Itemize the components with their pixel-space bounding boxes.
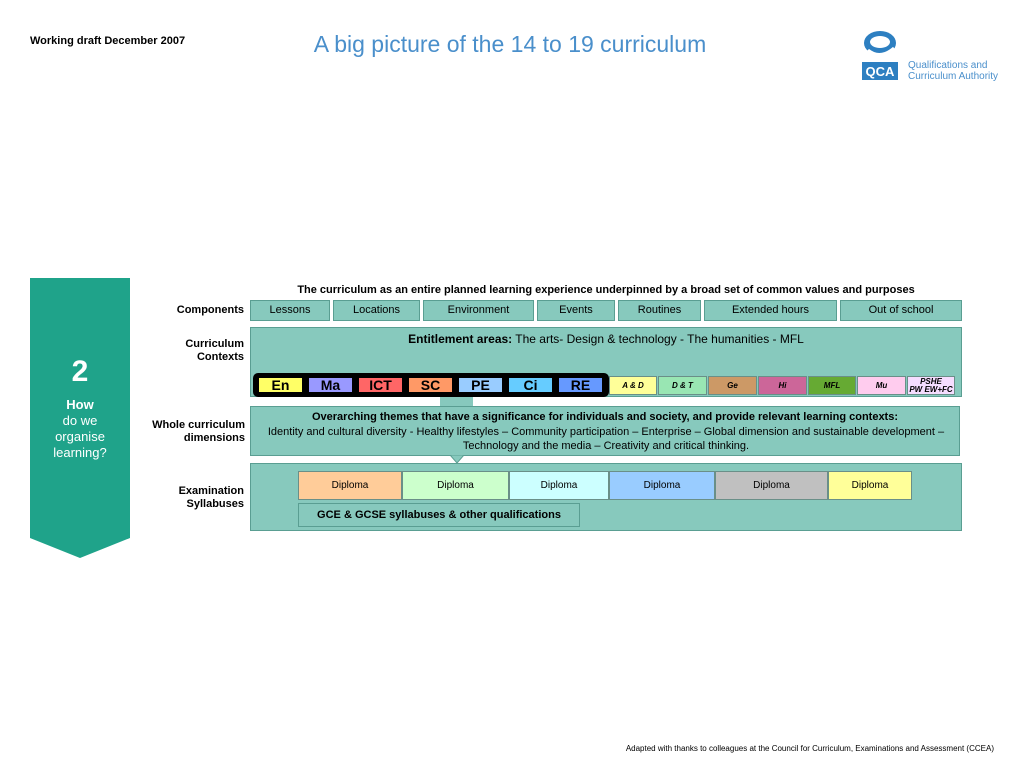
diagram-headline: The curriculum as an entire planned learning experience underpinned by a broad set of common values and purposes [297,284,915,296]
component-lessons: Lessons [250,300,330,321]
logo-line-1: Qualifications and [908,60,988,71]
component-extended-hours: Extended hours [704,300,837,321]
subject-a-and-d: A & D [609,376,657,395]
section-question-line-1: do we [62,413,98,428]
components-label: Components [176,304,244,316]
dimensions-body-line-2: Technology and the media – Creativity and critical thinking. [462,440,750,452]
subject-pe: PE [459,378,503,392]
subject-ma: Ma [309,378,353,392]
contexts-label [150,338,244,364]
qca-logo [860,30,1010,82]
subject-hi: Hi [758,376,807,395]
dimensions-label [140,419,245,445]
subject-d-and-t: D & T [658,376,707,395]
contexts-label-line-1: Curriculum [185,338,244,350]
entitlement-list: The arts- Design & technology - The humanities - MFL [512,332,804,346]
section-question [30,397,130,461]
diploma-2: Diploma [402,471,509,500]
component-locations: Locations [333,300,420,321]
section-question-line-2: organise [55,429,105,444]
logo-line-2: Curriculum Authority [908,71,999,82]
subject-ge: Ge [708,376,757,395]
component-events: Events [537,300,615,321]
exams-label-line-2: Syllabuses [186,498,244,510]
component-routines: Routines [618,300,701,321]
subject-re: RE [559,378,603,392]
gce-gcse-box: GCE & GCSE syllabuses & other qualifications [298,503,580,527]
section-question-line-3: learning? [53,445,107,460]
dimensions-pointer-icon [450,455,464,463]
section-number: 2 [71,355,89,388]
page-title: A big picture of the 14 to 19 curriculum [313,31,707,57]
component-out-of-school: Out of school [840,300,962,321]
diploma-6: Diploma [828,471,912,500]
dimensions-body [248,425,964,453]
diploma-1: Diploma [298,471,402,500]
subject-mu: Mu [857,376,906,395]
subject-ict: ICT [359,378,403,392]
diploma-5: Diploma [715,471,828,500]
dimensions-label-line-1: Whole curriculum [152,419,245,431]
subject-pshe-line-1: PSHE [920,377,942,386]
dimensions-label-line-2: dimensions [183,432,245,444]
footnote: Adapted with thanks to colleagues at the Council for Curriculum, Examinations and Assessment (CCEA) [625,744,994,753]
subject-pshe-line-2: PW EW+FC [909,385,953,394]
subject-ci: Ci [509,378,553,392]
exams-label [150,485,244,511]
component-environment: Environment [423,300,534,321]
subject-sc: SC [409,378,453,392]
draft-note: Working draft December 2007 [30,35,186,47]
diploma-4: Diploma [609,471,715,500]
dimensions-title: Overarching themes that have a significance for individuals and society, and provide relevant learning contexts: [311,411,899,423]
logo-mark-text: QCA [865,64,895,79]
entitlement-label: Entitlement areas: [408,332,513,346]
diploma-3: Diploma [509,471,609,500]
side-panel-arrow-icon [30,538,130,558]
qca-logo-icon [862,30,898,80]
exams-label-line-1: Examination [178,485,244,497]
subject-mfl: MFL [808,376,856,395]
entitlement-areas [250,332,962,346]
dimensions-body-line-1: Identity and cultural diversity - Healthy lifestyles – Community participation – Enterprise – Global dimension and sustainable development – [267,426,945,438]
subject-pshe [907,376,955,395]
section-question-bold: How [66,397,94,412]
subject-en: En [259,378,303,392]
contexts-label-line-2: Contexts [196,351,244,363]
